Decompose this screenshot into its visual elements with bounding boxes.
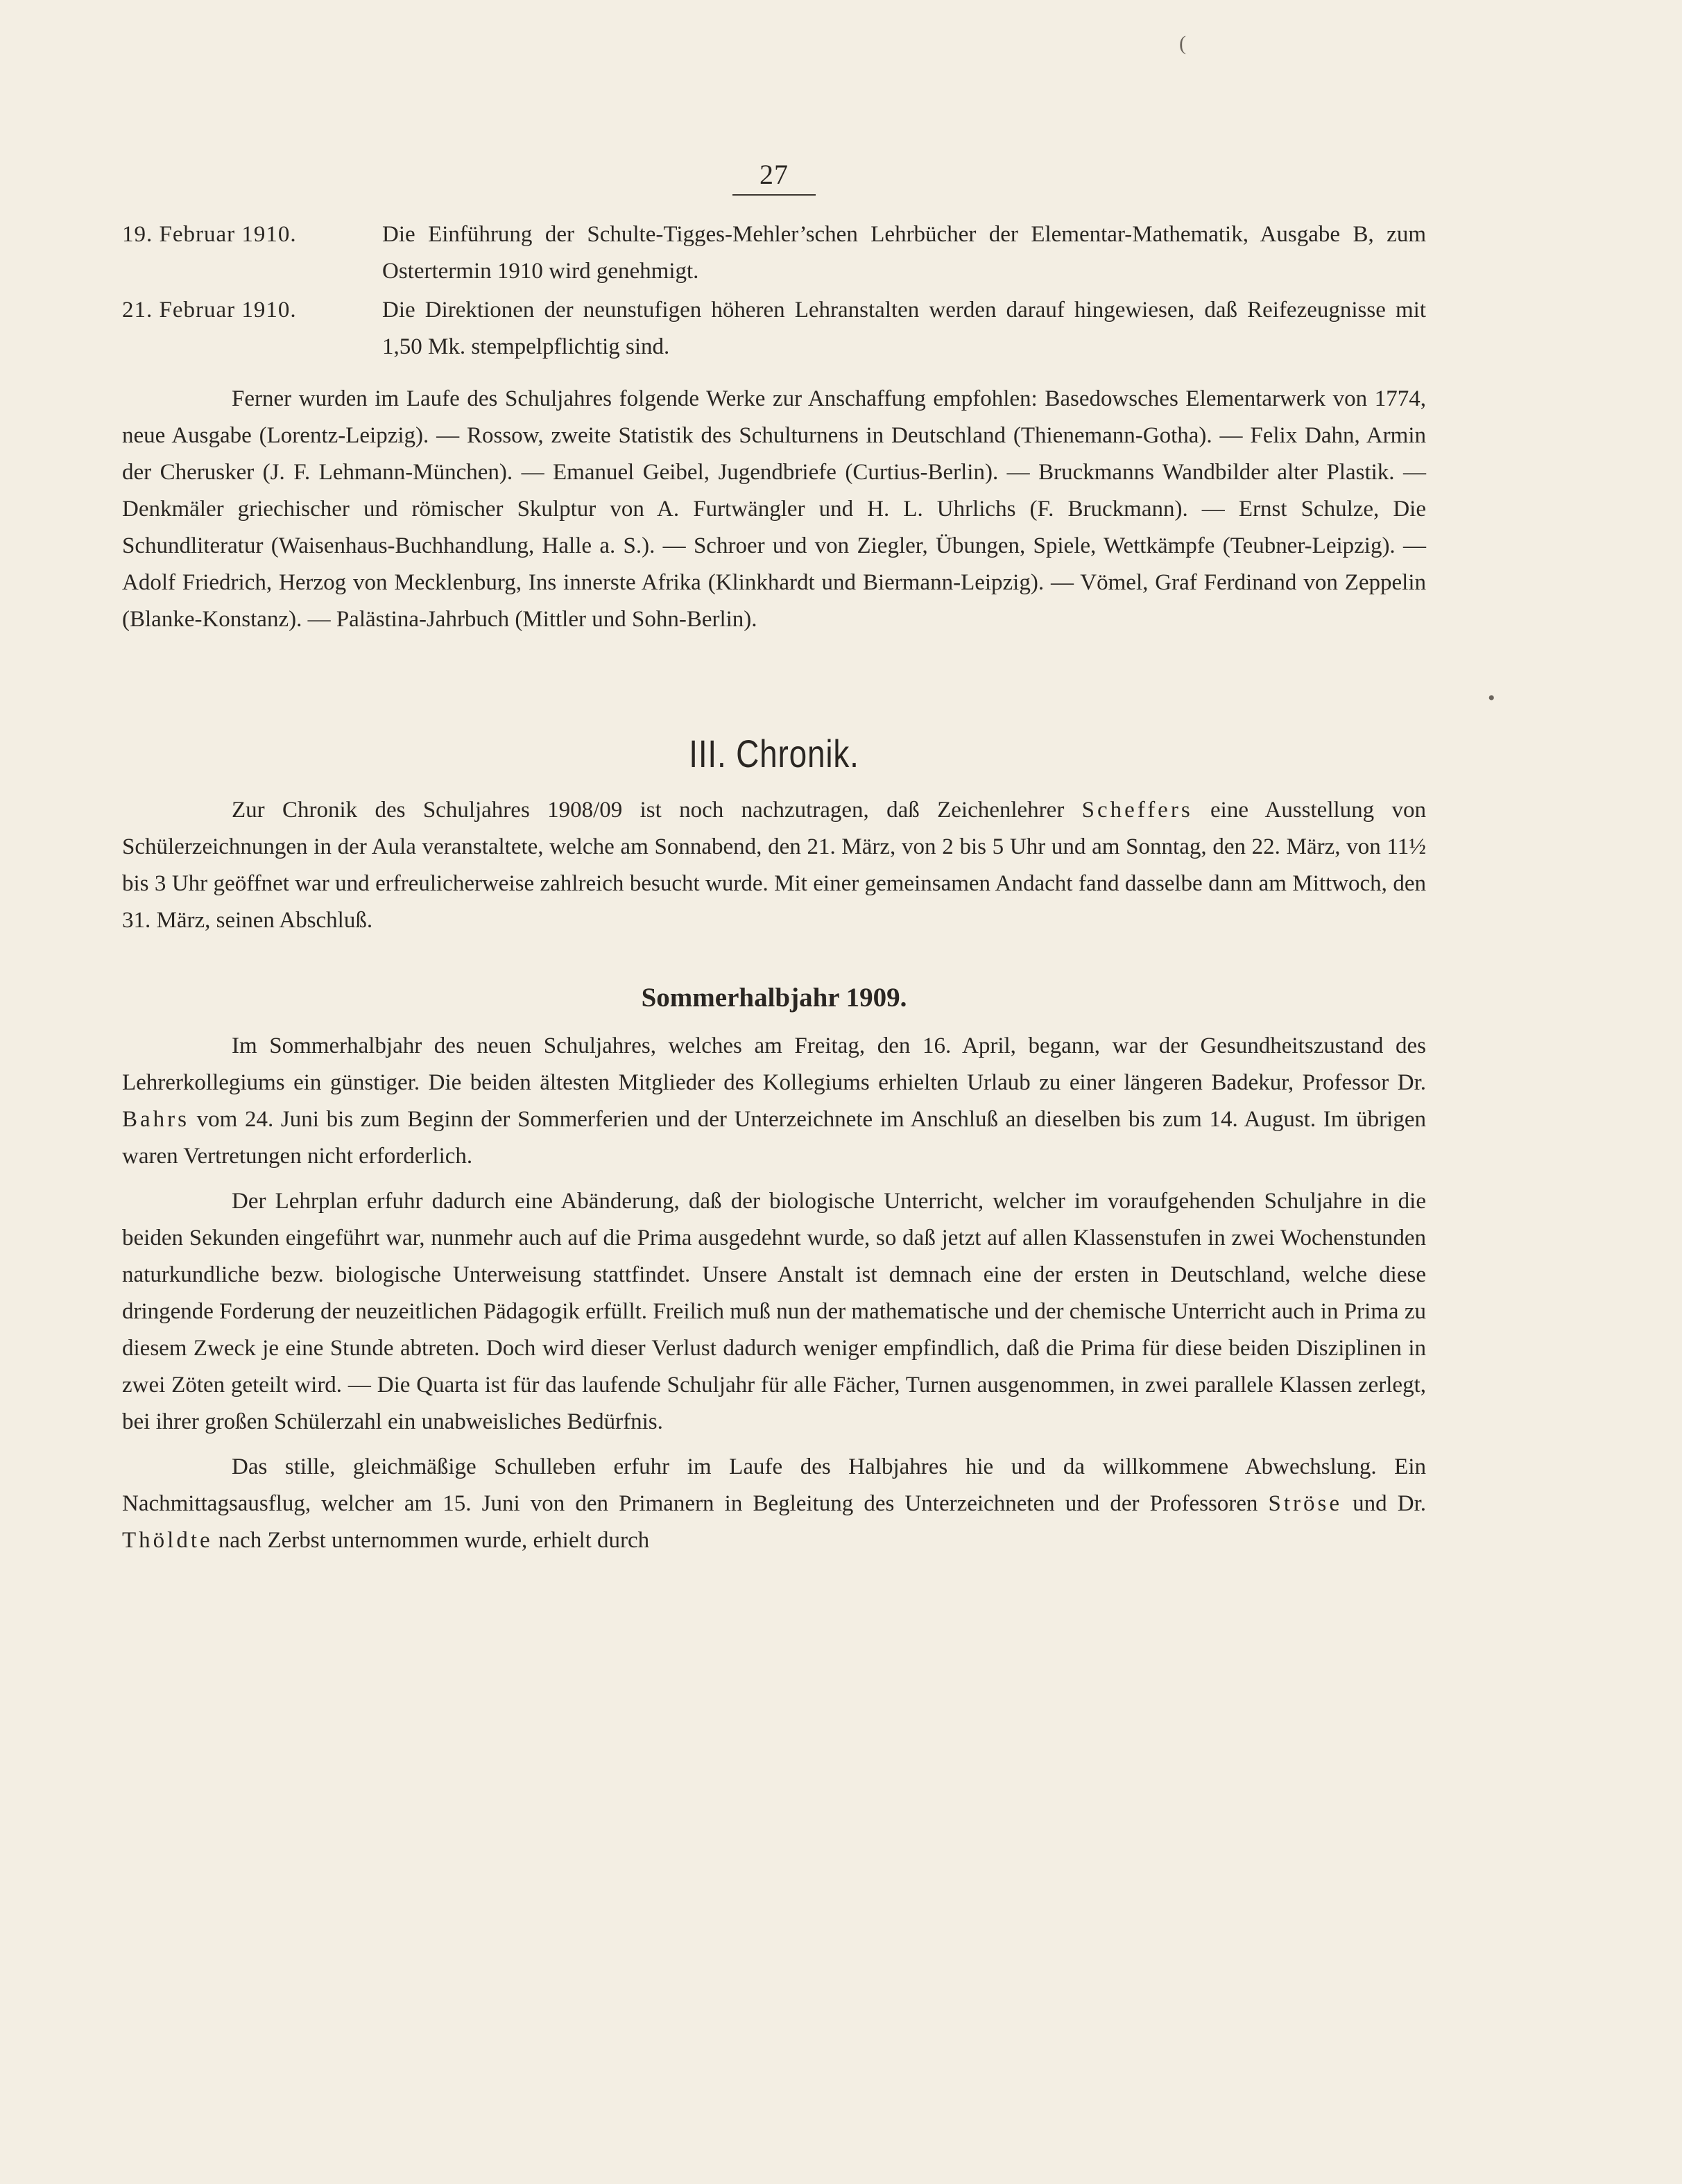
sommer-paragraph-schulleben: [122, 1449, 1426, 1559]
entry-text: Die Direktionen der neunstufigen höheren Lehranstalten werden darauf hingewiesen, daß Reifezeugnisse mit 1,50 Mk. stempelpflichtig sind.: [382, 298, 1426, 359]
person-name-thoeldte: Thöldte: [122, 1528, 213, 1553]
chronik-intro-paragraph: [122, 792, 1426, 939]
scan-mark-top: (: [1179, 32, 1186, 55]
scan-dot-right: •: [1488, 687, 1495, 710]
text-run: Das stille, gleichmäßige Schulleben erfuhr im Laufe des Halbjahres hie und da willkommene Abwechslung. Ein Nachmittagsausflug, welcher am 15. Juni von den Primanern in Begleitung des Unterzeichneten und der Professoren: [122, 1454, 1426, 1516]
text-run: Im Sommerhalbjahr des neuen Schuljahres, welches am Freitag, den 16. April, begann, war der Gesundheitszustand des Lehrerkollegiums ein günstiger. Die beiden ältesten Mitglieder des Kollegiums erhielten Urlaub zu einer längeren Badekur, Professor Dr.: [122, 1033, 1426, 1095]
entry-text: Die Einführung der Schulte-Tigges-Mehler’schen Lehrbücher der Elementar-Mathematik, Ausgabe B, zum Ostertermin 1910 wird genehmigt.: [382, 222, 1426, 284]
sommer-heading: Sommerhalbjahr 1909.: [641, 983, 907, 1013]
sommer-paragraph-lehrplan: Der Lehrplan erfuhr dadurch eine Abänderung, daß der biologische Unterricht, welcher im voraufgehenden Schuljahre in die beiden Sekunden eingeführt war, nunmehr auch auf die Prima ausgedehnt wurde, so daß jetzt auf allen Klassenstufen in zwei Wochenstunden naturkundliche bezw. biologische Unterweisung stattfindet. Unsere Anstalt ist demnach eine der ersten in Deutschland, welche diese dringende Forderung der neuzeitlichen Pädagogik erfüllt. Freilich muß nun der mathematische und der chemische Unterricht auch in Prima zu diesem Zweck je eine Stunde abtreten. Doch wird dieser Verlust dadurch weniger empfindlich, daß die Prima für diese beiden Disziplinen in zwei Zöten geteilt wird. — Die Quarta ist für das laufende Schuljahr für alle Fächer, Turnen ausgenommen, in zwei parallele Klassen zerlegt, bei ihrer großen Schülerzahl ein unabweisliches Bedürfnis.: [122, 1189, 1426, 1434]
page-number-rule: [732, 194, 816, 196]
chronik-heading: III. Chronik.: [689, 732, 859, 775]
entry-date: 19. Februar 1910.: [122, 222, 297, 247]
person-name-stroese: Ströse: [1268, 1491, 1343, 1516]
person-name-bahrs: Bahrs: [122, 1107, 189, 1132]
dated-entry: [122, 292, 1426, 366]
document-page: [122, 160, 1426, 1559]
text-run: und Dr.: [1342, 1491, 1426, 1516]
dated-entries: [122, 216, 1426, 366]
text-run: vom 24. Juni bis zum Beginn der Sommerferien und der Unterzeichnete im Anschluß an dieselben bis zum 14. August. Im übrigen waren Vertretungen nicht erforderlich.: [122, 1107, 1426, 1169]
sommer-paragraph-health: [122, 1028, 1426, 1175]
text-run: nach Zerbst unternommen wurde, erhielt durch: [212, 1528, 650, 1553]
recommended-works-paragraph: Ferner wurden im Laufe des Schuljahres folgende Werke zur Anschaffung empfohlen: Basedowsches Elementarwerk von 1774, neue Ausgabe (Lorentz-Leipzig). — Rossow, zweite Statistik des Schulturnens in Deutschland (Thienemann-Gotha). — Felix Dahn, Armin der Cherusker (J. F. Lehmann-München). — Emanuel Geibel, Jugendbriefe (Curtius-Berlin). — Bruckmanns Wandbilder alter Plastik. — Denkmäler griechischer und römischer Skulptur von A. Furtwängler und H. L. Uhrlichs (F. Bruckmann). — Ernst Schulze, Die Schundliteratur (Waisenhaus-Buchhandlung, Halle a. S.). — Schroer und von Ziegler, Übungen, Spiele, Wettkämpfe (Teubner-Leipzig). — Adolf Friedrich, Herzog von Mecklenburg, Ins innerste Afrika (Klinkhardt und Biermann-Leipzig). — Vömel, Graf Ferdinand von Zeppelin (Blanke-Konstanz). — Palästina-Jahrbuch (Mittler und Sohn-Berlin).: [122, 386, 1426, 632]
entry-date: 21. Februar 1910.: [122, 298, 297, 323]
page-number: 27: [760, 159, 789, 190]
text-run: eine Ausstellung von Schülerzeichnungen in der Aula veranstaltete, welche am Sonnabend, den 21. März, von 2 bis 5 Uhr und am Sonntag, den 22. März, von 11½ bis 3 Uhr geöffnet war und erfreulicherweise zahlreich besucht wurde. Mit einer gemeinsamen Andacht fand dasselbe dann am Mittwoch, den 31. März, seinen Abschluß.: [122, 798, 1426, 933]
text-run: Zur Chronik des Schuljahres 1908/09 ist noch nachzutragen, daß Zeichenlehrer: [232, 798, 1082, 823]
dated-entry: [122, 216, 1426, 290]
person-name-scheffers: Scheffers: [1081, 798, 1193, 823]
